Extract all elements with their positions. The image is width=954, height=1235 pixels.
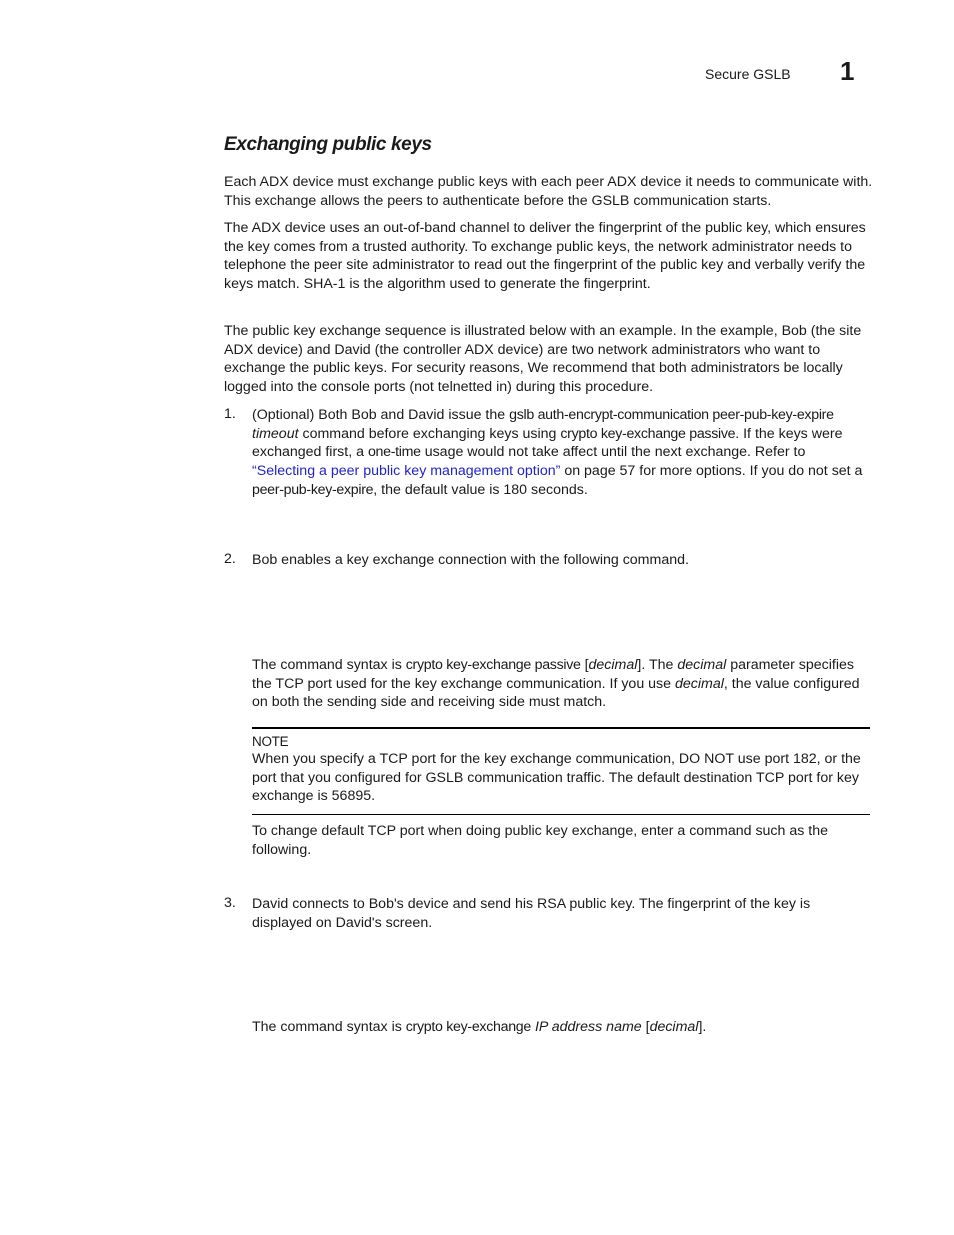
parameter: decimal — [588, 657, 638, 673]
header-chapter-number: 1 — [840, 56, 855, 86]
note-box — [252, 727, 870, 815]
paragraph-intro: Each ADX device must exchange public keys with each peer ADX device it needs to communicate with. This exchange allows the peers to authenticate before the GSLB communication starts. — [224, 174, 873, 209]
parameter: decimal — [677, 657, 727, 673]
step-number: 1. — [224, 406, 236, 422]
default-port-paragraph: To change default TCP port when doing public key exchange, enter a command such as the following. — [252, 823, 829, 858]
step-number: 2. — [224, 551, 236, 567]
paragraph-example: The public key exchange sequence is illustrated below with an example. In the example, Bob (the site ADX device) and David (the controller ADX device) are two network administrators who want to exchange the public keys. For security reasons, We recommend that both administrators be locally logged into the console ports (not telnetted in) during this procedure. — [224, 323, 862, 396]
note-label: NOTE — [252, 734, 289, 749]
cross-reference-link[interactable]: “Selecting a peer public key management option” — [252, 463, 561, 480]
parameter: decimal — [649, 1019, 699, 1035]
command-keyword: peer-pub-key-expire — [252, 481, 374, 498]
parameter: timeout — [252, 425, 299, 442]
section-title: Exchanging public keys — [224, 134, 432, 155]
parameter: decimal — [674, 675, 724, 692]
command-keyword: gslb auth-encrypt-communication peer-pub-key-expire — [509, 407, 834, 423]
command-keyword: one-time — [367, 444, 421, 461]
step-2-text: Bob enables a key exchange connection with the following command. — [252, 552, 689, 568]
header-section-title: Secure GSLB — [705, 66, 791, 82]
step-2-syntax: The command syntax is crypto key-exchange passive [decimal]. The decimal parameter specifies the TCP port used for the key exchange communication. If you use decimal, the value configured on both the sending side and receiving side must match. — [252, 657, 860, 711]
paragraph-fingerprint: The ADX device uses an out-of-band channel to deliver the fingerprint of the public key, which ensures the key comes from a trusted authority. To exchange public keys, the network administrator needs to telephone the peer site administrator to read out the fingerprint of the public key and verbally verify the keys match. SHA-1 is the algorithm used to generate the fingerprint. — [224, 220, 866, 293]
step-3-text: David connects to Bob's device and send his RSA public key. The fingerprint of the key is displayed on David's screen. — [252, 896, 811, 931]
step-number: 3. — [224, 895, 236, 911]
step-1-text: (Optional) Both Bob and David issue the gslb auth-encrypt-communication peer-pub-key-expire timeout command before exchanging keys using crypto key-exchange passive. If the keys were exchanged first, a one-time usage would not take affect until the next exchange. Refer to “Selecting a peer public key management option” on page 57 for more options. If you do not set a peer-pub-key-expire, the default value is 180 seconds. — [252, 407, 863, 498]
note-text: When you specify a TCP port for the key exchange communication, DO NOT use port 182, or the port that you configured for GSLB communication traffic. The default destination TCP port for key exchange is 56895. — [252, 751, 861, 805]
parameter: IP address name — [534, 1019, 642, 1035]
step-3-syntax: The command syntax is crypto key-exchange IP address name [decimal]. — [252, 1019, 707, 1035]
command-keyword: crypto key-exchange passive — [560, 425, 736, 442]
command-keyword: crypto key-exchange — [405, 1019, 531, 1035]
command-keyword: crypto key-exchange passive — [405, 657, 581, 673]
